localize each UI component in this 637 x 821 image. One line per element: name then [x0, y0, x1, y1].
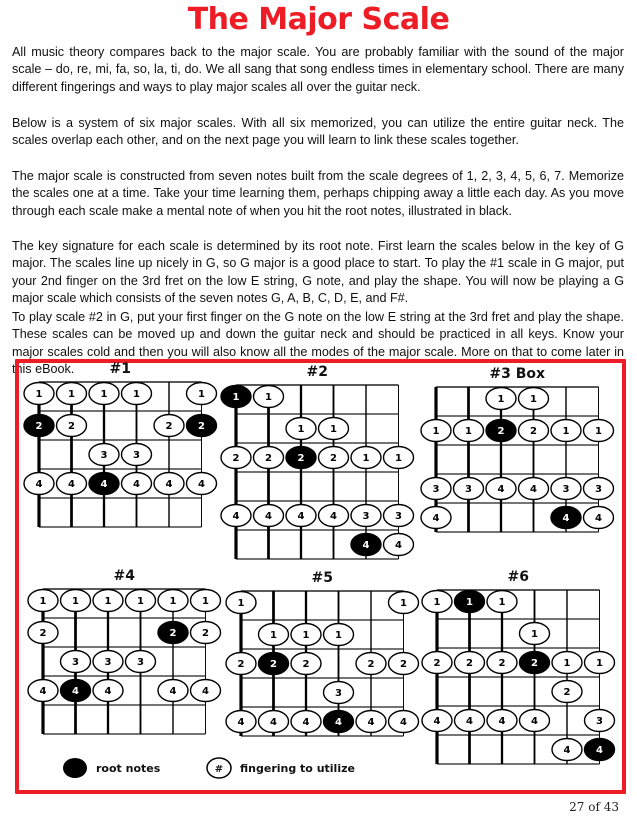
finger-number: 1	[202, 596, 209, 608]
finger-number: 4	[330, 511, 337, 523]
root-note	[520, 652, 550, 674]
finger-number: 2	[265, 453, 272, 465]
scale-note	[384, 534, 414, 556]
finger-number: 4	[367, 717, 375, 729]
finger-number: 1	[39, 596, 47, 608]
scale-note	[122, 473, 152, 495]
scale-note	[221, 447, 251, 469]
scale-note	[158, 680, 188, 702]
diagram-title: #5	[311, 570, 333, 586]
finger-number: 2	[466, 658, 473, 670]
legend	[63, 758, 355, 778]
finger-number: 2	[232, 453, 240, 465]
finger-number: 2	[563, 687, 571, 699]
diagram-title: #3 Box	[489, 366, 546, 382]
finger-number: 4	[562, 513, 570, 525]
scale-note	[226, 592, 256, 614]
finger-number: 2	[39, 628, 47, 640]
scale-note	[384, 447, 414, 469]
finger-number: 2	[165, 421, 173, 433]
finger-number: 3	[104, 657, 112, 669]
finger-number: 4	[432, 513, 440, 525]
scale-note	[389, 711, 419, 733]
finger-number: 4	[232, 511, 240, 523]
scale-diagram-4	[28, 568, 221, 734]
scale-note	[486, 388, 516, 410]
finger-number: 4	[362, 540, 370, 552]
finger-number: 4	[198, 479, 205, 491]
scale-note	[520, 623, 550, 645]
root-note	[455, 591, 485, 613]
finger-number: 4	[497, 484, 505, 496]
finger-number: 4	[531, 716, 538, 728]
scale-note	[351, 447, 381, 469]
finger-number: 2	[35, 421, 43, 433]
legend-root-label: root notes	[96, 762, 161, 775]
finger-number: 1	[237, 598, 245, 610]
scale-note	[158, 590, 188, 612]
finger-number: 1	[335, 630, 342, 642]
finger-number: 1	[137, 596, 144, 608]
scale-note	[454, 420, 484, 442]
scale-note	[384, 505, 414, 527]
scale-note	[89, 383, 119, 405]
scale-note	[24, 383, 54, 405]
scale-note	[319, 447, 349, 469]
diagram-title: #6	[507, 569, 529, 585]
finger-number: 4	[133, 479, 140, 491]
finger-number: 1	[362, 453, 370, 465]
scale-note	[126, 590, 156, 612]
finger-number: 1	[596, 658, 603, 670]
finger-number: 1	[100, 389, 108, 401]
scale-note	[61, 590, 91, 612]
scale-note	[455, 710, 485, 732]
scale-note	[519, 478, 549, 500]
finger-number: 2	[531, 658, 538, 670]
scale-diagram-1	[24, 361, 217, 527]
scale-note	[324, 624, 354, 646]
scale-note	[487, 591, 517, 613]
scale-note	[584, 478, 614, 500]
finger-number: 1	[531, 629, 538, 641]
scale-note	[254, 505, 284, 527]
finger-number: 2	[330, 453, 337, 465]
finger-number: 1	[530, 394, 537, 406]
scale-diagram-5	[226, 570, 419, 736]
finger-number: 4	[39, 686, 47, 698]
finger-number: 1	[104, 596, 112, 608]
scale-note	[226, 711, 256, 733]
finger-number: 2	[202, 628, 209, 640]
finger-number: 1	[198, 389, 205, 401]
finger-number: 1	[169, 596, 177, 608]
finger-number: 1	[330, 424, 337, 436]
finger-number: 4	[270, 717, 277, 729]
finger-number: 1	[232, 392, 240, 404]
diagram-title: #2	[306, 364, 328, 380]
scale-note	[552, 652, 582, 674]
finger-number: 1	[395, 453, 402, 465]
root-note	[551, 507, 581, 529]
scale-note	[519, 388, 549, 410]
scale-note	[421, 420, 451, 442]
finger-number: 4	[596, 745, 603, 757]
finger-number: 1	[595, 426, 602, 438]
root-note	[259, 653, 289, 675]
finger-number: 2	[497, 426, 505, 438]
finger-number: 1	[265, 392, 272, 404]
scale-note	[454, 478, 484, 500]
scale-note	[389, 653, 419, 675]
finger-number: 1	[432, 426, 440, 438]
scale-note	[421, 478, 451, 500]
finger-number: 1	[498, 597, 506, 609]
root-note	[61, 680, 91, 702]
scale-note	[259, 711, 289, 733]
scale-note	[552, 739, 582, 761]
finger-number: 2	[400, 659, 407, 671]
finger-number: 4	[595, 513, 602, 525]
scale-note	[226, 653, 256, 675]
scale-note	[57, 415, 87, 437]
scale-note	[93, 651, 123, 673]
finger-number: 3	[72, 657, 79, 669]
root-note	[585, 739, 615, 761]
scale-note	[584, 420, 614, 442]
finger-number: 2	[198, 421, 205, 433]
finger-number: 3	[100, 450, 108, 462]
finger-number: 4	[165, 479, 173, 491]
finger-number: 2	[237, 659, 245, 671]
finger-number: 4	[302, 717, 310, 729]
finger-number: 4	[265, 511, 272, 523]
finger-number: 4	[466, 716, 473, 728]
paragraph-scale-2: To play scale #2 in G, put your first finger on the G note on the low E string at the 3rd fret and play the shape. These scales can be moved up and down the guitar neck and should be practiced in all keys. Know your major scales cold and then you will also know all the modes of the major scale. More on that to come later in this eBook.	[12, 310, 624, 376]
finger-number: 2	[498, 658, 506, 670]
scale-note	[57, 473, 87, 495]
root-note	[221, 386, 251, 408]
scale-note	[122, 383, 152, 405]
finger-number: 4	[72, 686, 79, 698]
finger-number: 1	[563, 658, 571, 670]
scale-note	[259, 624, 289, 646]
scale-note	[356, 653, 386, 675]
scale-note	[520, 710, 550, 732]
finger-number: 3	[465, 484, 472, 496]
finger-number: 1	[433, 597, 441, 609]
scale-note	[187, 473, 217, 495]
scale-note	[291, 711, 321, 733]
finger-number: 3	[595, 484, 602, 496]
finger-number: 4	[297, 511, 305, 523]
root-note	[351, 534, 381, 556]
finger-number: 4	[237, 717, 245, 729]
scale-note	[356, 711, 386, 733]
scale-note	[93, 590, 123, 612]
finger-number: 2	[297, 453, 305, 465]
scale-note	[254, 386, 284, 408]
scale-note	[93, 680, 123, 702]
root-note	[324, 711, 354, 733]
root-note	[89, 473, 119, 495]
scale-note	[286, 505, 316, 527]
finger-number: 1	[497, 394, 505, 406]
finger-number: 2	[302, 659, 310, 671]
scale-note	[585, 710, 615, 732]
diagram-title: #1	[109, 361, 131, 377]
scale-note	[552, 681, 582, 703]
scale-note	[351, 505, 381, 527]
scale-note	[324, 682, 354, 704]
finger-number: 4	[433, 716, 441, 728]
finger-number: 3	[596, 716, 603, 728]
scale-note	[487, 710, 517, 732]
scale-note	[519, 420, 549, 442]
finger-number: 1	[133, 389, 140, 401]
paragraph-construction: The major scale is constructed from seven notes built from the scale degrees of 1, 2, 3, 4, 5, 6, 7. Memorize the scales one at a time. Take your time learning them, perhaps chipping away a little each day. As you move through each scale make a mental note of when you hit the root notes, illustrated in black.	[12, 169, 624, 218]
finger-number: 1	[72, 596, 79, 608]
scale-note	[319, 418, 349, 440]
root-note	[486, 420, 516, 442]
scale-note	[28, 680, 58, 702]
finger-number: 1	[35, 389, 43, 401]
scale-note	[422, 591, 452, 613]
scale-note	[551, 420, 581, 442]
scale-diagram-2	[221, 364, 414, 559]
scale-note	[191, 590, 221, 612]
page-title: The Major Scale	[187, 2, 450, 37]
finger-number: 4	[202, 686, 209, 698]
diagram-title: #4	[113, 568, 135, 584]
finger-number: 4	[104, 686, 112, 698]
finger-number: 4	[400, 717, 407, 729]
finger-number: 2	[530, 426, 537, 438]
scale-note	[421, 507, 451, 529]
scale-diagram-6	[422, 569, 615, 764]
finger-number: 2	[270, 659, 277, 671]
paragraph-system: Below is a system of six major scales. With all six memorized, you can utilize the entire guitar neck. The scales overlap each other, and on the next page you will learn to link these scales together.	[12, 116, 624, 148]
scale-note	[187, 383, 217, 405]
root-note	[24, 415, 54, 437]
scale-note	[154, 415, 184, 437]
finger-number: 2	[367, 659, 375, 671]
finger-number: 4	[169, 686, 177, 698]
paragraph-intro: All music theory compares back to the major scale. You are probably familiar with the sound of the major scale – do, re, mi, fa, so, la, ti, do. We all sang that song endless times in elementary school. There are many different fingerings and ways to play major scales all over the guitar neck.	[12, 45, 624, 94]
scale-note	[254, 447, 284, 469]
scale-note	[126, 651, 156, 673]
finger-number: 4	[100, 479, 108, 491]
finger-number: 1	[297, 424, 305, 436]
scale-note	[89, 444, 119, 466]
paragraph-key-signature: The key signature for each scale is determined by its root note. First learn the scales below in the key of G major. The scales line up nicely in G, so G major is a good place to start. To play the #1 scale in G major, put your 2nd finger on the 3rd fret on the low E string, G note, and play the shape. You will now be playing a G major scale which consists of the seven notes G, A, B, C, D, E, and F#.	[12, 239, 624, 305]
finger-number: 4	[530, 484, 537, 496]
scale-note	[122, 444, 152, 466]
finger-number: 3	[335, 688, 342, 700]
scale-note	[154, 473, 184, 495]
finger-number: 4	[68, 479, 75, 491]
finger-number: 2	[68, 421, 75, 433]
page-number: 27 of 43	[569, 800, 619, 814]
scale-note	[291, 653, 321, 675]
scale-note	[486, 478, 516, 500]
finger-number: 1	[68, 389, 75, 401]
legend-finger-label: fingering to utilize	[240, 762, 355, 775]
finger-number: 3	[137, 657, 144, 669]
scale-note	[551, 478, 581, 500]
finger-number: 3	[362, 511, 370, 523]
scale-note	[455, 652, 485, 674]
finger-number: 1	[302, 630, 310, 642]
scale-note	[286, 418, 316, 440]
finger-number: 1	[466, 597, 473, 609]
scale-note	[28, 590, 58, 612]
scale-note	[28, 622, 58, 644]
finger-number: 2	[169, 628, 177, 640]
finger-number: 4	[335, 717, 342, 729]
finger-number: 1	[270, 630, 277, 642]
root-note	[286, 447, 316, 469]
scale-note	[585, 652, 615, 674]
finger-number: 2	[433, 658, 441, 670]
scale-note	[24, 473, 54, 495]
finger-number: 3	[562, 484, 570, 496]
scale-diagram-3	[421, 366, 614, 532]
finger-number: 1	[400, 598, 407, 610]
scale-note	[291, 624, 321, 646]
root-note-legend-icon	[63, 758, 87, 778]
finger-number: 3	[395, 511, 402, 523]
scale-note	[61, 651, 91, 673]
finger-number: 1	[465, 426, 472, 438]
scale-note	[191, 622, 221, 644]
scale-note	[389, 592, 419, 614]
finger-number: 4	[498, 716, 506, 728]
root-note	[187, 415, 217, 437]
finger-number: 4	[395, 540, 402, 552]
scale-note	[191, 680, 221, 702]
scale-note	[319, 505, 349, 527]
scale-note	[487, 652, 517, 674]
finger-number: 3	[432, 484, 440, 496]
finger-number: 3	[133, 450, 140, 462]
finger-number: 4	[563, 745, 571, 757]
scale-note	[422, 710, 452, 732]
scale-note	[57, 383, 87, 405]
legend-finger-symbol: #	[214, 764, 224, 775]
scale-note	[422, 652, 452, 674]
scale-note	[584, 507, 614, 529]
root-note	[158, 622, 188, 644]
finger-number: 1	[562, 426, 570, 438]
finger-number: 4	[35, 479, 43, 491]
scale-note	[221, 505, 251, 527]
